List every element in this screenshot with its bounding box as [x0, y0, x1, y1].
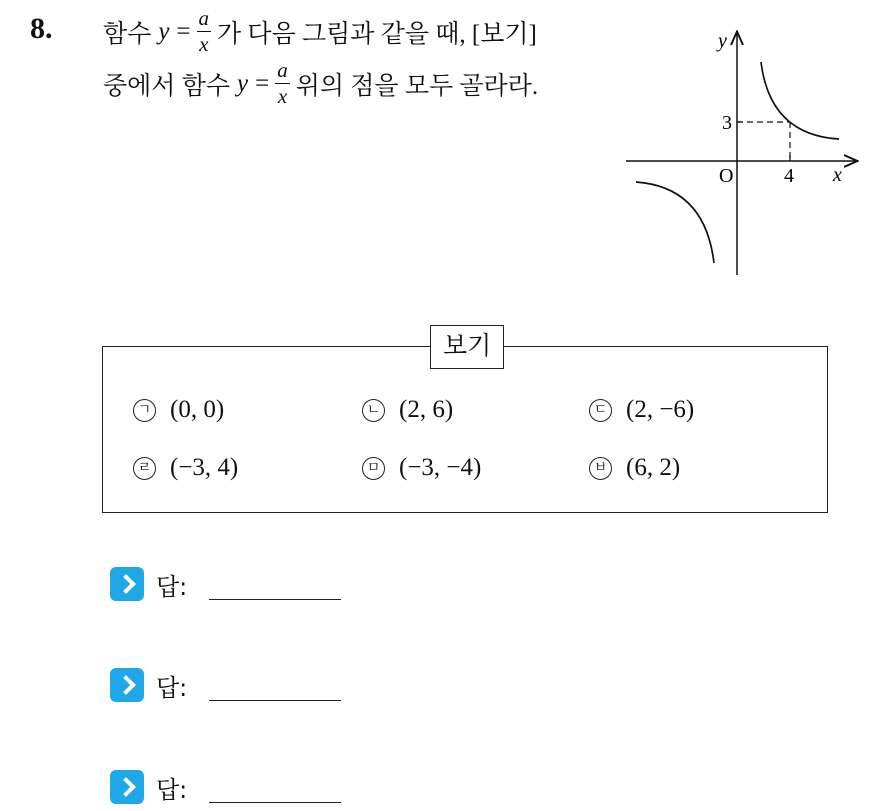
question-number: 8.: [30, 12, 53, 45]
choice-value: (0, 0): [170, 396, 225, 423]
question-text: 함수: [103, 20, 152, 48]
choice-option: [362, 396, 453, 424]
choice-marker: ㅂ: [589, 457, 612, 480]
math-fraction: [275, 60, 290, 107]
choice-marker: ㅁ: [362, 457, 385, 480]
choices-box-title: 보기: [430, 325, 504, 369]
x-axis-label: x: [833, 164, 842, 186]
question-line-1: [103, 8, 537, 55]
x-tick-label: 4: [784, 165, 794, 187]
choice-marker: ㄷ: [589, 399, 612, 422]
question-text: 가 다음 그림과 같을 때, [보기]: [217, 20, 537, 48]
fraction-numerator: a: [198, 6, 210, 30]
origin-label: O: [719, 165, 734, 187]
math-variable: y: [158, 17, 170, 45]
hyperbola-graph: [620, 25, 865, 280]
y-tick-label: 3: [722, 112, 732, 134]
math-fraction: [197, 8, 212, 55]
choices-box: [102, 346, 828, 513]
math-variable: y: [237, 69, 249, 97]
fraction-denominator: x: [277, 84, 288, 108]
hyperbola-branch-q1: [761, 62, 839, 139]
math-equals: =: [176, 17, 191, 45]
choice-option: [589, 454, 680, 482]
question-text: 위의 점을 모두 골라라.: [295, 72, 539, 100]
choice-value: (2, −6): [626, 396, 695, 423]
answer-blank[interactable]: [209, 700, 341, 701]
choice-option: [133, 396, 224, 424]
choice-value: (2, 6): [399, 396, 454, 423]
answer-row: [110, 770, 341, 805]
y-axis-label: y: [718, 30, 727, 52]
question-line-2: [103, 60, 538, 107]
choice-marker: ㄹ: [133, 457, 156, 480]
chevron-right-icon: [110, 668, 144, 702]
answer-label: 답:: [156, 674, 188, 702]
answer-blank[interactable]: [209, 599, 341, 600]
choice-value: (−3, 4): [170, 454, 239, 481]
choice-marker: ㄴ: [362, 399, 385, 422]
chevron-right-icon: [110, 770, 144, 804]
choice-option: [589, 396, 694, 424]
math-equals: =: [255, 69, 270, 97]
choice-value: (−3, −4): [399, 454, 482, 481]
choice-marker: ㄱ: [133, 399, 156, 422]
answer-label: 답:: [156, 573, 188, 601]
answer-label: 답:: [156, 776, 188, 804]
answer-row: [110, 567, 341, 602]
question-text: 중에서 함수: [103, 72, 231, 100]
choice-option: [133, 454, 238, 482]
hyperbola-branch-q3: [636, 182, 714, 263]
choice-option: [362, 454, 481, 482]
fraction-denominator: x: [199, 32, 209, 56]
fraction-numerator: a: [277, 58, 288, 82]
answer-row: [110, 668, 341, 703]
answer-blank[interactable]: [209, 802, 341, 803]
choice-value: (6, 2): [626, 454, 681, 481]
chevron-right-icon: [110, 567, 144, 601]
